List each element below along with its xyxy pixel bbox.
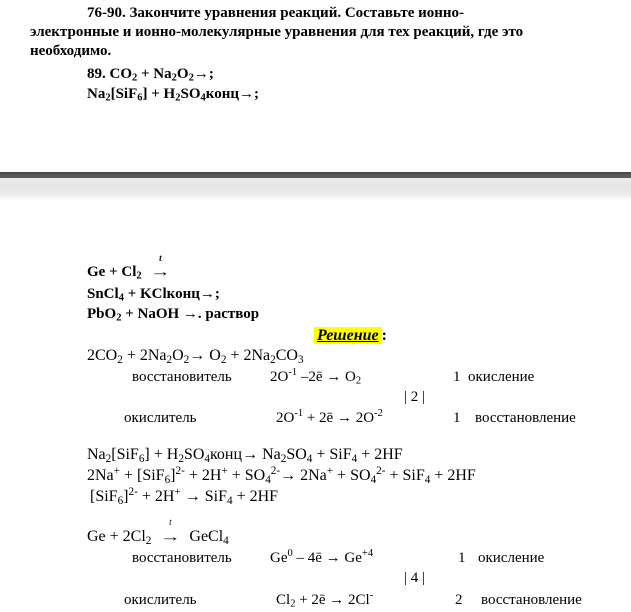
equation-pbo2-naoh: PbO$_2$ + NaOH →. раствор	[87, 306, 260, 324]
equation-ge-cl2: $Ge + Cl_2$ t →	[87, 263, 175, 281]
solution-heading: Решение :	[314, 326, 387, 345]
redox2-oxidation-half: Ge$^0$ – 4ē → $Ge^{+4}$	[270, 548, 374, 566]
equation-na2sif6-molecular: $Na_2[SiF_6]$ + $H_2SO_4конц\to Na_2SO_4 + SiF_4 + 2HF$	[87, 446, 403, 465]
equation-ge-cl2-balanced: $Ge + 2Cl_2$ t → GeCl$_4$	[87, 517, 229, 547]
task-title-line-1: 76-90. Закончите уравнения реакций. Составьте ионно-	[87, 5, 465, 21]
redox1-reduction-half: $2O^{-1}$ + 2ē → $2O^{-2}$	[276, 408, 383, 426]
redox1-oxidation-label: окисление	[468, 369, 535, 385]
redox2-oxidant-label: окислитель	[124, 592, 197, 608]
equation-89-co2: 89. $CO_2 + Na_2O_2\to$;	[87, 66, 214, 84]
redox1-oxidation-half: $2O^{-1}$ –2ē → $O_2$	[270, 367, 362, 387]
redox2-reduction-half: $Cl_2$ + 2ē → 2Cl-	[276, 590, 374, 610]
task-title-line-3: необходимо.	[30, 43, 112, 59]
heat-arrow: t →	[149, 253, 171, 279]
redox2-coef-bottom: 2	[455, 592, 463, 608]
redox1-coef-bottom: 1	[453, 410, 461, 426]
equation-sncl4-kcl: SnCl$_4$ + KClконц→;	[87, 286, 220, 304]
equation-89-na2sif6: $Na_2[SiF_6]$ + $H_2SO_4конц\to$;	[87, 86, 259, 104]
redox2-oxidation-label: окисление	[478, 550, 545, 566]
redox2-reduction-label: восстановление	[481, 592, 582, 608]
redox1-oxidant-label: окислитель	[124, 410, 197, 426]
redox1-lcm: | 2 |	[404, 389, 426, 405]
redox1-coef-top: 1	[453, 369, 461, 385]
equation-na2sif6-full-ionic: $2Na^+ + [SiF_6]^{2-} + 2H^+ + SO_4^{2-}\to 2Na^+ + SO_4^{2-} + SiF_4 + 2HF$	[87, 464, 476, 486]
page-separator-line	[0, 174, 631, 178]
redox2-coef-top: 1	[458, 550, 466, 566]
equation-co2-na2o2-balanced: $2CO_2 + 2Na_2O_2\to O_2 + 2Na_2CO_3$	[87, 347, 304, 366]
redox1-reductant-label: восстановитель	[132, 369, 232, 385]
redox1-reduction-label: восстановление	[475, 410, 576, 426]
task-title-line-2: электронные и ионно-молекулярные уравнения для тех реакций, где это	[30, 24, 524, 40]
redox2-lcm: | 4 |	[404, 570, 426, 586]
redox2-reductant-label: восстановитель	[132, 550, 232, 566]
heat-arrow-2: t →	[159, 517, 181, 544]
equation-na2sif6-short-ionic: $[SiF_6]^{2-} + 2H^+ \to SiF_4 + 2HF$	[90, 485, 279, 507]
